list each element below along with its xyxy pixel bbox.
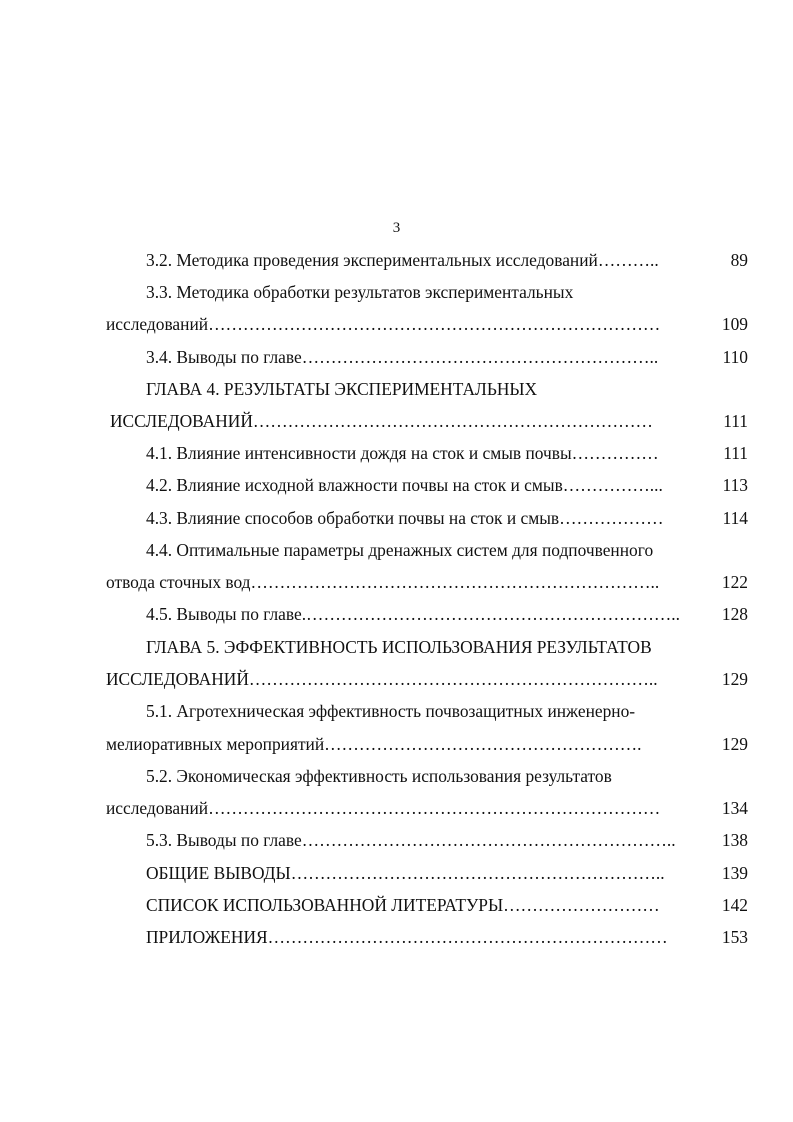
page-number: 3	[392, 220, 401, 236]
toc-entry-text: исследований……………………………………………………………………	[106, 314, 661, 334]
toc-entry-page: 134	[721, 798, 748, 818]
toc-entry-page: 122	[721, 572, 748, 592]
toc-entry-page: 138	[721, 830, 748, 850]
toc-entry-page: 153	[721, 927, 748, 947]
toc-entry-text: 4.1. Влияние интенсивности дождя на сток и смыв почвы……………	[146, 443, 659, 463]
toc-entry-page: 139	[721, 863, 748, 883]
toc-entry-page: 129	[721, 734, 748, 754]
toc-entry-text: отвода сточных вод……………………………………………………………..	[106, 572, 660, 592]
toc-entry-text: 5.1. Агротехническая эффективность почвозащитных инженерно-	[146, 701, 636, 721]
toc-entry-text: 4.4. Оптимальные параметры дренажных систем для подпочвенного	[146, 540, 654, 560]
toc-entry-text: 4.5. Выводы по главе.………………………………………………………..	[146, 604, 680, 624]
toc-entry-page: 142	[721, 895, 748, 915]
toc-entry-page: 111	[723, 411, 748, 431]
toc-entry-page: 110	[722, 347, 748, 367]
toc-entry-text: 4.2. Влияние исходной влажности почвы на сток и смыв……………...	[146, 475, 663, 495]
toc-entry-page: 89	[730, 250, 748, 270]
toc-section-heading: ПРИЛОЖЕНИЯ……………………………………………………………	[146, 927, 668, 947]
toc-chapter-heading: ГЛАВА 4. РЕЗУЛЬТАТЫ ЭКСПЕРИМЕНТАЛЬНЫХ	[146, 379, 538, 399]
toc-entry-page: 113	[722, 475, 748, 495]
toc-entry-text: 5.3. Выводы по главе………………………………………………………..	[146, 830, 676, 850]
toc-section-heading: СПИСОК ИСПОЛЬЗОВАННОЙ ЛИТЕРАТУРЫ………………………	[146, 895, 660, 915]
toc-entry-page: 128	[721, 604, 748, 624]
toc-entry-text: 3.3. Методика обработки результатов экспериментальных	[146, 282, 574, 302]
toc-entry-page: 109	[721, 314, 748, 334]
toc-entry-text: мелиоративных мероприятий……………………………………………….	[106, 734, 642, 754]
toc-entry-page: 111	[723, 443, 748, 463]
toc-entry-text: 5.2. Экономическая эффективность использования результатов	[146, 766, 612, 786]
toc-entry-text: 4.3. Влияние способов обработки почвы на сток и смыв………………	[146, 508, 664, 528]
toc-chapter-heading: ГЛАВА 5. ЭФФЕКТИВНОСТЬ ИСПОЛЬЗОВАНИЯ РЕЗУЛЬТАТОВ	[146, 637, 652, 657]
toc-entry-text: 3.2. Методика проведения экспериментальных исследований………..	[146, 250, 659, 270]
toc-section-heading: ОБЩИЕ ВЫВОДЫ………………………………………………………..	[146, 863, 665, 883]
toc-entry-text: 3.4. Выводы по главе……………………………………………………..	[146, 347, 659, 367]
toc-entry-page: 129	[721, 669, 748, 689]
toc-entry-page: 114	[722, 508, 748, 528]
toc-chapter-heading: ИССЛЕДОВАНИЙ……………………………………………………………..	[106, 669, 658, 689]
toc-entry-text: исследований……………………………………………………………………	[106, 798, 661, 818]
toc-chapter-heading: ИССЛЕДОВАНИЙ……………………………………………………………	[110, 411, 653, 431]
